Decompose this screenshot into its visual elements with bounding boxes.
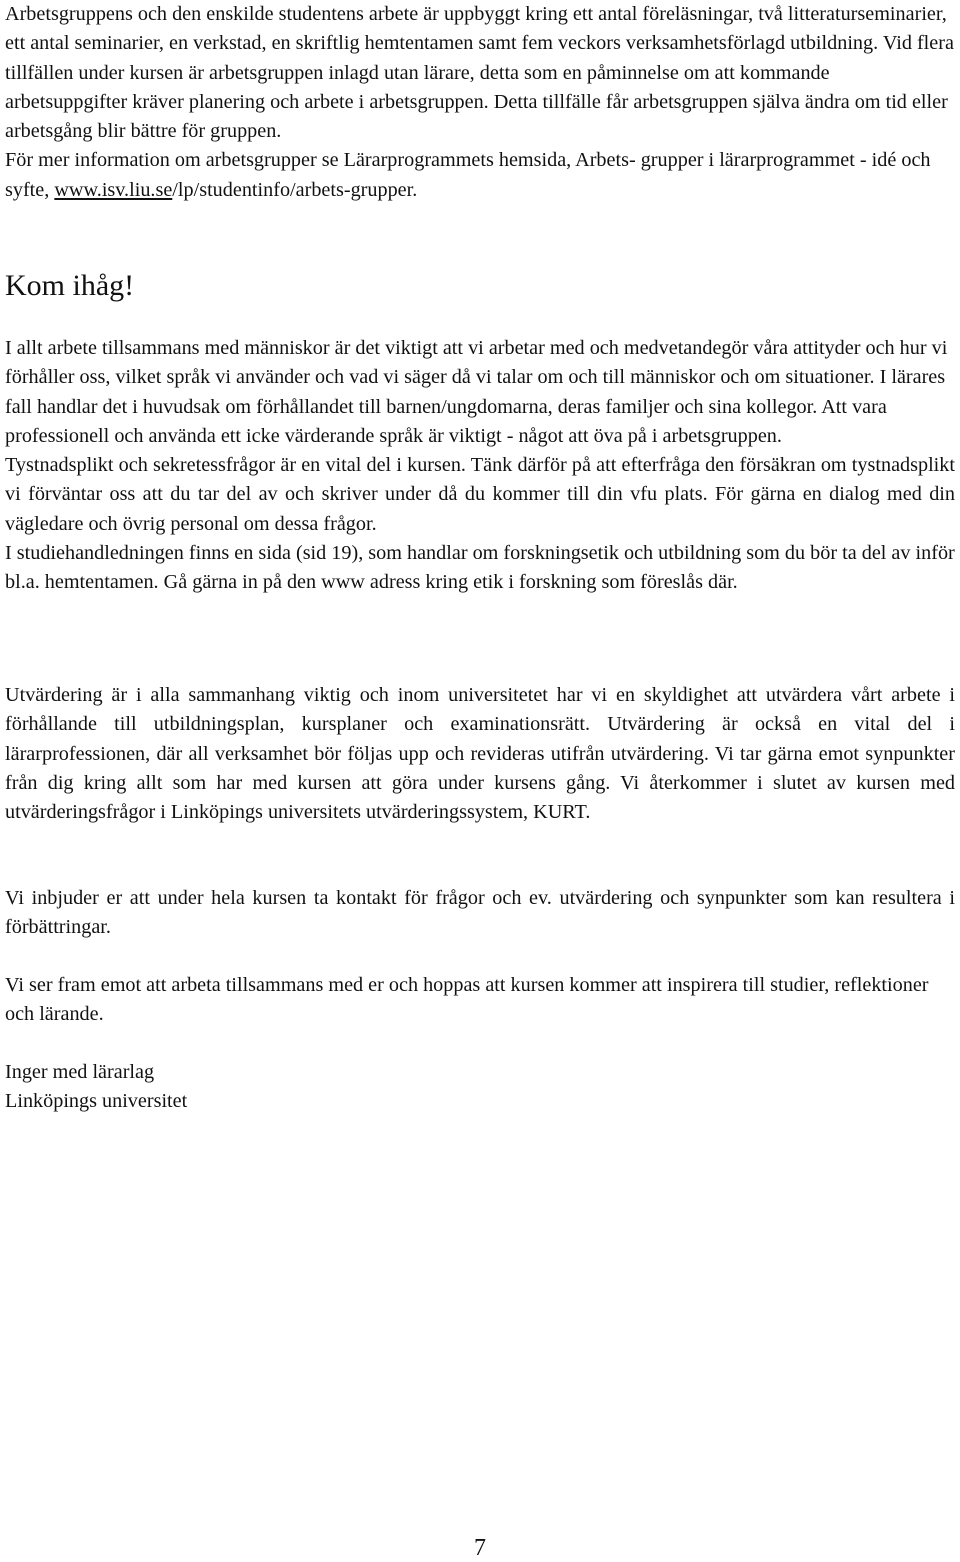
attitudes-paragraph: I allt arbete tillsammans med människor är det viktigt att vi arbetar med och medvetandegör våra attityder och hur vi förhåller oss, vilket språk vi använder och vad vi säger då vi talar om och till människor och om situationer. I lärares fall handlar det i huvudsak om förhållandet till barnen/ungdomarna, deras familjer och sina kollegor. Att vara professionell och använda ett icke värderande språk är viktigt - något att öva på i arbetsgruppen. (5, 337, 948, 447)
research-ethics-paragraph: I studiehandledningen finns en sida (sid 19), som handlar om forskningsetik och utbildning som du bör ta del av inför bl.a. hemtentamen. Gå gärna in på den www adress kring etik i forskning som föreslås där. (5, 542, 955, 594)
closing-section (5, 971, 955, 1030)
invitation-section (5, 884, 955, 943)
invitation-paragraph: Vi inbjuder er att under hela kursen ta kontakt för frågor och ev. utvärdering och synpunkter som kan resultera i förbättringar. (5, 887, 955, 939)
document-page (5, 0, 955, 1561)
website-link[interactable]: www.isv.liu.se (54, 178, 173, 201)
intro-paragraph-workgroup: Arbetsgruppens och den enskilde studentens arbete är uppbyggt kring ett antal föreläsningar, två litteraturseminarier, ett antal seminarier, en verkstad, en skriftlig hemtentamen samt fem veckors verksamhetsförlagd utbildning. Vid flera tillfällen under kursen är arbetsgruppen inlagd utan lärare, detta som en påminnelse om att kommande arbetsuppgifter kräver planering och arbete i arbetsgruppen. Detta tillfälle får arbetsgruppen själva ändra om tid eller arbetsgång blir bättre för gruppen. (5, 3, 954, 143)
section-heading: Kom ihåg! (5, 269, 135, 302)
closing-paragraph: Vi ser fram emot att arbeta tillsammans med er och hoppas att kursen kommer att inspirera till studier, reflektioner och lärande. (5, 974, 929, 1026)
more-info-text: För mer information om arbetsgrupper se Lärarprogrammets hemsida, Arbets- grupper i lärarprogrammet - idé och syfte, (5, 149, 931, 201)
intro-paragraph-more-info (5, 146, 955, 205)
intro-section (5, 0, 955, 205)
signature-line-name: Inger med lärarlag (5, 1061, 155, 1083)
website-link-path: /lp/studentinfo/arbets-grupper. (172, 178, 418, 201)
evaluation-section (5, 681, 955, 827)
signature-block (5, 1058, 955, 1117)
attitudes-section (5, 334, 955, 598)
evaluation-paragraph: Utvärdering är i alla sammanhang viktig och inom universitetet har vi en skyldighet att utvärdera vårt arbete i förhållande till utbildningsplan, kursplaner och examinationsrätt. Utvärdering är också en vital del i lärarprofessionen, där all verksamhet bör följas upp och revideras utifrån utvärdering. Vi tar gärna emot synpunkter från dig kring allt som har med kursen att göra under kursens gång. Vi återkommer i slutet av kursen med utvärderingsfrågor i Linköpings universitets utvärderingssystem, KURT. (5, 684, 955, 824)
confidentiality-paragraph: Tystnadsplikt och sekretessfrågor är en vital del i kursen. Tänk därför på att efterfråga den försäkran om tystnadsplikt vi förväntar oss att du tar del av och skriver under då du kommer till din vfu plats. För gärna en dialog med din vägledare och övrig personal om dessa frågor. (5, 454, 955, 535)
signature-line-university: Linköpings universitet (5, 1090, 188, 1113)
page-number: 7 (474, 1535, 486, 1561)
